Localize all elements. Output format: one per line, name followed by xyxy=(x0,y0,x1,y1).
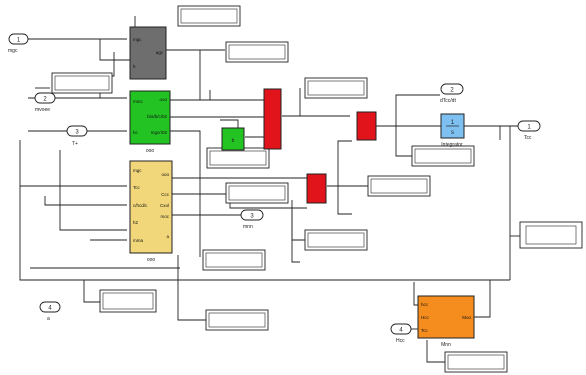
inport-4b[interactable] xyxy=(391,324,411,344)
port-label: ooo xyxy=(159,97,167,102)
outport-2[interactable] xyxy=(440,84,463,104)
orange-subsystem-block[interactable] xyxy=(418,296,474,348)
port-label: mvoee xyxy=(35,107,51,113)
wire xyxy=(100,39,130,60)
port-label: h2 xyxy=(133,220,139,225)
port-number: 2 xyxy=(450,87,454,94)
port-label: b/a/b/c/02 xyxy=(147,114,167,119)
display-block[interactable] xyxy=(412,146,474,166)
port-label: ooo xyxy=(161,172,169,177)
wire xyxy=(414,282,418,305)
wire xyxy=(60,150,127,230)
port-label: Tcc xyxy=(133,185,140,190)
small-green-block[interactable] xyxy=(222,128,244,150)
inport-2[interactable] xyxy=(35,93,55,113)
port-label: mgcr/02 xyxy=(150,130,167,135)
port-label: Moo xyxy=(462,315,471,320)
port-label: mgc xyxy=(133,37,142,42)
display-block[interactable] xyxy=(226,42,288,62)
block-label: ooo xyxy=(146,257,156,263)
port-label: mma xyxy=(133,238,143,243)
inport-1[interactable] xyxy=(8,34,28,54)
red-mux-block-1[interactable] xyxy=(264,89,281,149)
wire xyxy=(338,141,352,186)
wire xyxy=(292,200,305,240)
inport-4a[interactable] xyxy=(40,302,60,322)
port-number: 3 xyxy=(250,213,254,220)
port-number: 4 xyxy=(399,327,403,334)
integrator-denominator: s xyxy=(451,130,454,136)
port-number: 2 xyxy=(43,96,47,103)
display-block[interactable] xyxy=(100,290,156,312)
wire xyxy=(45,196,127,205)
wire xyxy=(170,90,210,100)
block-label: Mnn xyxy=(441,342,451,348)
display-block[interactable] xyxy=(207,148,269,168)
display-block[interactable] xyxy=(52,73,112,93)
port-label: a xyxy=(166,234,169,239)
wire xyxy=(396,126,412,156)
display-block[interactable] xyxy=(203,250,265,270)
display-block[interactable] xyxy=(206,310,268,330)
display-block[interactable] xyxy=(445,352,507,372)
port-label: mmc xyxy=(133,99,143,104)
gray-subsystem-block[interactable] xyxy=(130,27,166,79)
port-label: a xyxy=(47,316,50,322)
green-subsystem-block[interactable] xyxy=(130,91,170,154)
port-label: Tcc xyxy=(524,135,532,141)
wire xyxy=(282,88,300,116)
port-label: dTcc/dt xyxy=(440,98,456,104)
port-label: mgc xyxy=(133,168,142,173)
port-label: Hcc xyxy=(421,315,429,320)
port-label: Tcc xyxy=(421,328,428,333)
display-block[interactable] xyxy=(305,78,367,98)
inport-3[interactable] xyxy=(67,126,87,147)
red-mux-block-3[interactable] xyxy=(357,112,376,140)
port-label: c/hcd/c xyxy=(133,203,148,208)
port-label: Cxol xyxy=(159,203,169,208)
port-label: moc xyxy=(160,214,169,219)
wire xyxy=(474,280,490,317)
outport-1[interactable] xyxy=(518,121,540,141)
display-block[interactable] xyxy=(520,222,582,248)
display-block[interactable] xyxy=(226,183,288,203)
port-label: mgc xyxy=(8,48,18,54)
port-label: T+ xyxy=(72,141,78,147)
integrator-block[interactable] xyxy=(441,114,464,148)
wire xyxy=(292,210,300,262)
outport-3[interactable] xyxy=(241,210,263,230)
port-number: 1 xyxy=(527,124,531,131)
port-label: b xyxy=(133,64,136,69)
port-label: mnn xyxy=(243,224,253,230)
wire xyxy=(338,186,352,214)
port-label: Ccc xyxy=(161,192,169,197)
integrator-numerator: 1 xyxy=(450,120,455,126)
red-mux-block-2[interactable] xyxy=(307,174,326,203)
port-number: 1 xyxy=(16,37,21,44)
block-label: b xyxy=(231,138,235,144)
block-label: ooo xyxy=(145,148,155,154)
port-label: hc xyxy=(133,130,138,135)
display-block[interactable] xyxy=(178,6,240,26)
port-number: 3 xyxy=(75,129,79,136)
port-label: agc xyxy=(155,50,163,55)
yellow-subsystem-block[interactable] xyxy=(130,161,172,263)
wire xyxy=(84,280,100,302)
wire xyxy=(178,255,206,320)
block-label: Integrator xyxy=(441,142,463,148)
port-number: 4 xyxy=(48,305,52,312)
port-label: Hcc xyxy=(396,338,405,344)
wire xyxy=(396,95,440,126)
display-block[interactable] xyxy=(305,230,367,250)
port-label: hcc xyxy=(421,302,429,307)
display-block[interactable] xyxy=(368,176,430,196)
